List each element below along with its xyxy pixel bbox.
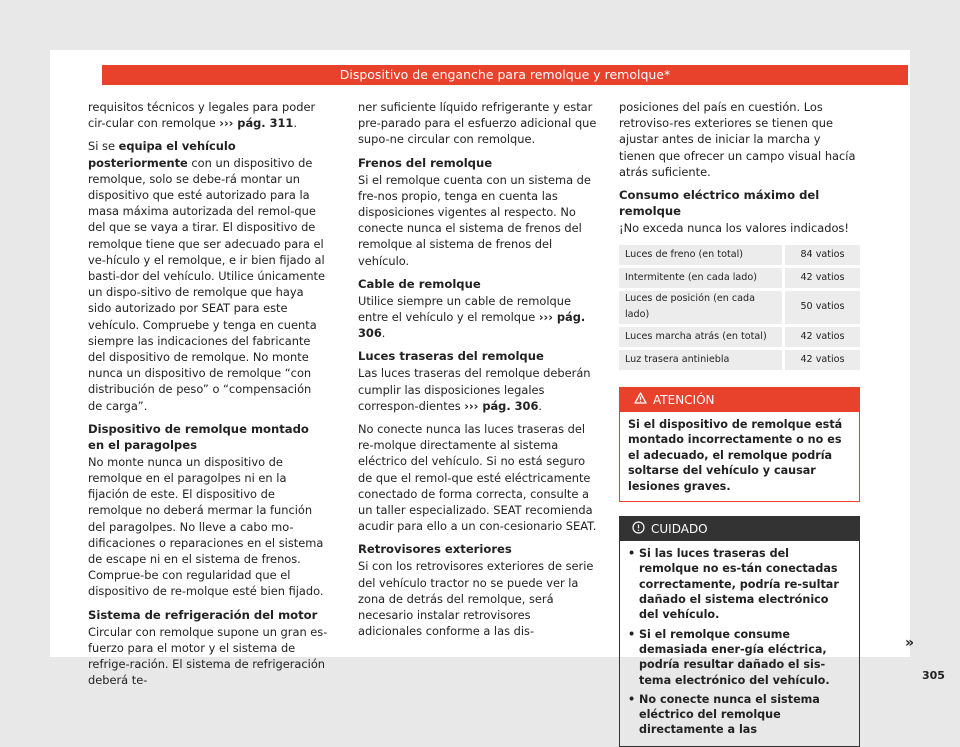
warning-header [620,388,859,412]
table-cell-value: 42 vatios [782,268,860,288]
table-cell-label: Luz trasera antiniebla [619,350,782,370]
heading-cooling: Sistema de refrigeración del motor [88,607,318,622]
table-cell-value: 42 vatios [782,350,860,370]
table-cell-label: Luces de freno (en total) [619,245,782,265]
paragraph-cooling-cont: ner suficiente líquido refrigerante y estar pre-parado para el esfuerzo adicional que supo-ne circular con remolque. [358,100,597,147]
paragraph-bumper: No monte nunca un dispositivo de remolque en el paragolpes ni en la fijación de este. El dispositivo de remolque no deberá mermar la función del paragolpes. No lleve a cabo mo-dificaciones o reparaciones en el sistema de escape ni en el sistema de frenos. Comprue-be con regularidad que el dispositivo de re-molque esté bien fijado. [88,454,324,599]
manual-page [50,50,945,737]
page-reference[interactable]: ››› pág. 306 [358,310,586,341]
table-row [619,327,860,347]
table-cell-label: Luces de posición (en cada lado) [619,291,782,323]
heading-lights: Luces traseras del remolque [358,349,544,364]
table-row [619,245,860,265]
column-1 [88,99,328,696]
page-reference[interactable]: ››› pág. 311 [219,116,294,131]
caution-title: CUIDADO [651,522,708,537]
list-item: • No conecte nunca el sistema eléctrico del remolque directamente a las [628,692,820,737]
heading-brakes: Frenos del remolque [358,155,493,170]
list-item: • Si las luces traseras del remolque no es-tán conectadas correctamente, podría re-sultar dañado el sistema electrónico del vehículo. [628,547,839,622]
table-cell-value: 42 vatios [782,327,860,347]
table-cell-label: Intermitente (en cada lado) [619,268,782,288]
warning-title: ATENCIÓN [653,392,715,407]
heading-bumper: Dispositivo de remolque montado en el paragolpes [88,421,309,452]
list-item: • Si el remolque consume demasiada ener-gía eléctrica, podría resultar dañado el sis-tema electrónico del vehículo. [628,627,830,687]
paragraph-cable: Utilice siempre un cable de remolque entre el vehículo y el remolque ››› pág. 306. [358,293,586,341]
paragraph-mirrors-cont: posiciones del país en cuestión. Los retroviso-res exteriores se tienen que ajustar antes de iniciar la marcha y tienen que ofrecer un campo visual hacía atrás suficiente. [619,100,856,179]
paragraph-cooling: Circular con remolque supone un gran es-fuerzo para el motor y el sistema de refrige-ración. El sistema de refrigeración deberá te- [88,624,328,688]
paragraph-consumption: ¡No exceda nunca los valores indicados! [619,221,849,236]
warning-text: Si el dispositivo de remolque está montado incorrectamente o no es el adecuado, el remolque podría soltarse del vehículo y causar lesiones graves. [628,417,843,493]
caution-header [620,517,859,541]
heading-mirrors: Retrovisores exteriores [358,542,512,557]
paragraph-mirrors: Si con los retrovisores exteriores de serie del vehículo tractor no se puede ver la zona de detrás del remolque, será necesario instalar retrovisores adicionales conforme a las dis- [358,559,594,639]
page-number: 305 [922,669,945,682]
column-2 [358,99,598,646]
heading-cable: Cable de remolque [358,276,481,291]
table-row [619,291,860,323]
continue-mark: » [905,635,915,651]
caution-box [619,516,860,747]
paragraph-brakes: Si el remolque cuenta con un sistema de fre-nos propio, tenga en cuenta las disposiciones vigentes al respecto. No conecte nunca el sistema de frenos del remolque al sistema de frenos del vehículo. [358,172,591,268]
table-cell-label: Luces marcha atrás (en total) [619,327,782,347]
consumption-table [619,242,860,372]
info-circle-icon [632,518,645,542]
paragraph-requirements: requisitos técnicos y legales para poder cir-cular con remolque ››› pág. 311. [88,100,316,131]
table-cell-value: 84 vatios [782,245,860,265]
paragraph-retrofit: Si se equipa el vehículo posteriormente con un dispositivo de remolque, solo se debe-rá montar un dispositivo que esté autorizado para la masa máxima autorizada del remol-que del que se vaya a tirar. El dispositivo de remolque tiene que ser adecuado para el ve-hículo y el remolque, e ir bien fijado al basti-dor del vehículo. Utilice únicamente un dispo-sitivo de remolque que haya sido autorizado por SEAT para este vehículo. Compruebe y tenga en cuenta siempre las indicaciones del fabricante del dispositivo de remolque. No monte nunca un dispositivo de remolque “con distribución de peso” o “compensación de carga”. [88,139,326,413]
column-3 [619,99,860,747]
table-cell-value: 50 vatios [782,291,860,323]
paragraph-lights-2: No conecte nunca las luces traseras del re-molque directamente al sistema eléctrico del vehículo. Si no está seguro de que el remol-que esté eléctricamente conectado de forma correcta, consulte a un taller especializado. SEAT recomienda acudir para ello a un con-cesionario SEAT. [358,422,597,534]
page-reference[interactable]: ››› pág. 306 [464,398,539,413]
section-header: Dispositivo de enganche para remolque y remolque* [102,65,908,85]
paragraph-lights-1: Las luces traseras del remolque deberán cumplir las disposiciones legales correspon-dientes ››› pág. 306. [358,366,591,413]
table-row [619,350,860,370]
table-row [619,268,860,288]
heading-consumption: Consumo eléctrico máximo del remolque [619,188,820,219]
warning-box [619,387,860,503]
caution-list [620,541,859,746]
warning-triangle-icon [634,388,647,412]
